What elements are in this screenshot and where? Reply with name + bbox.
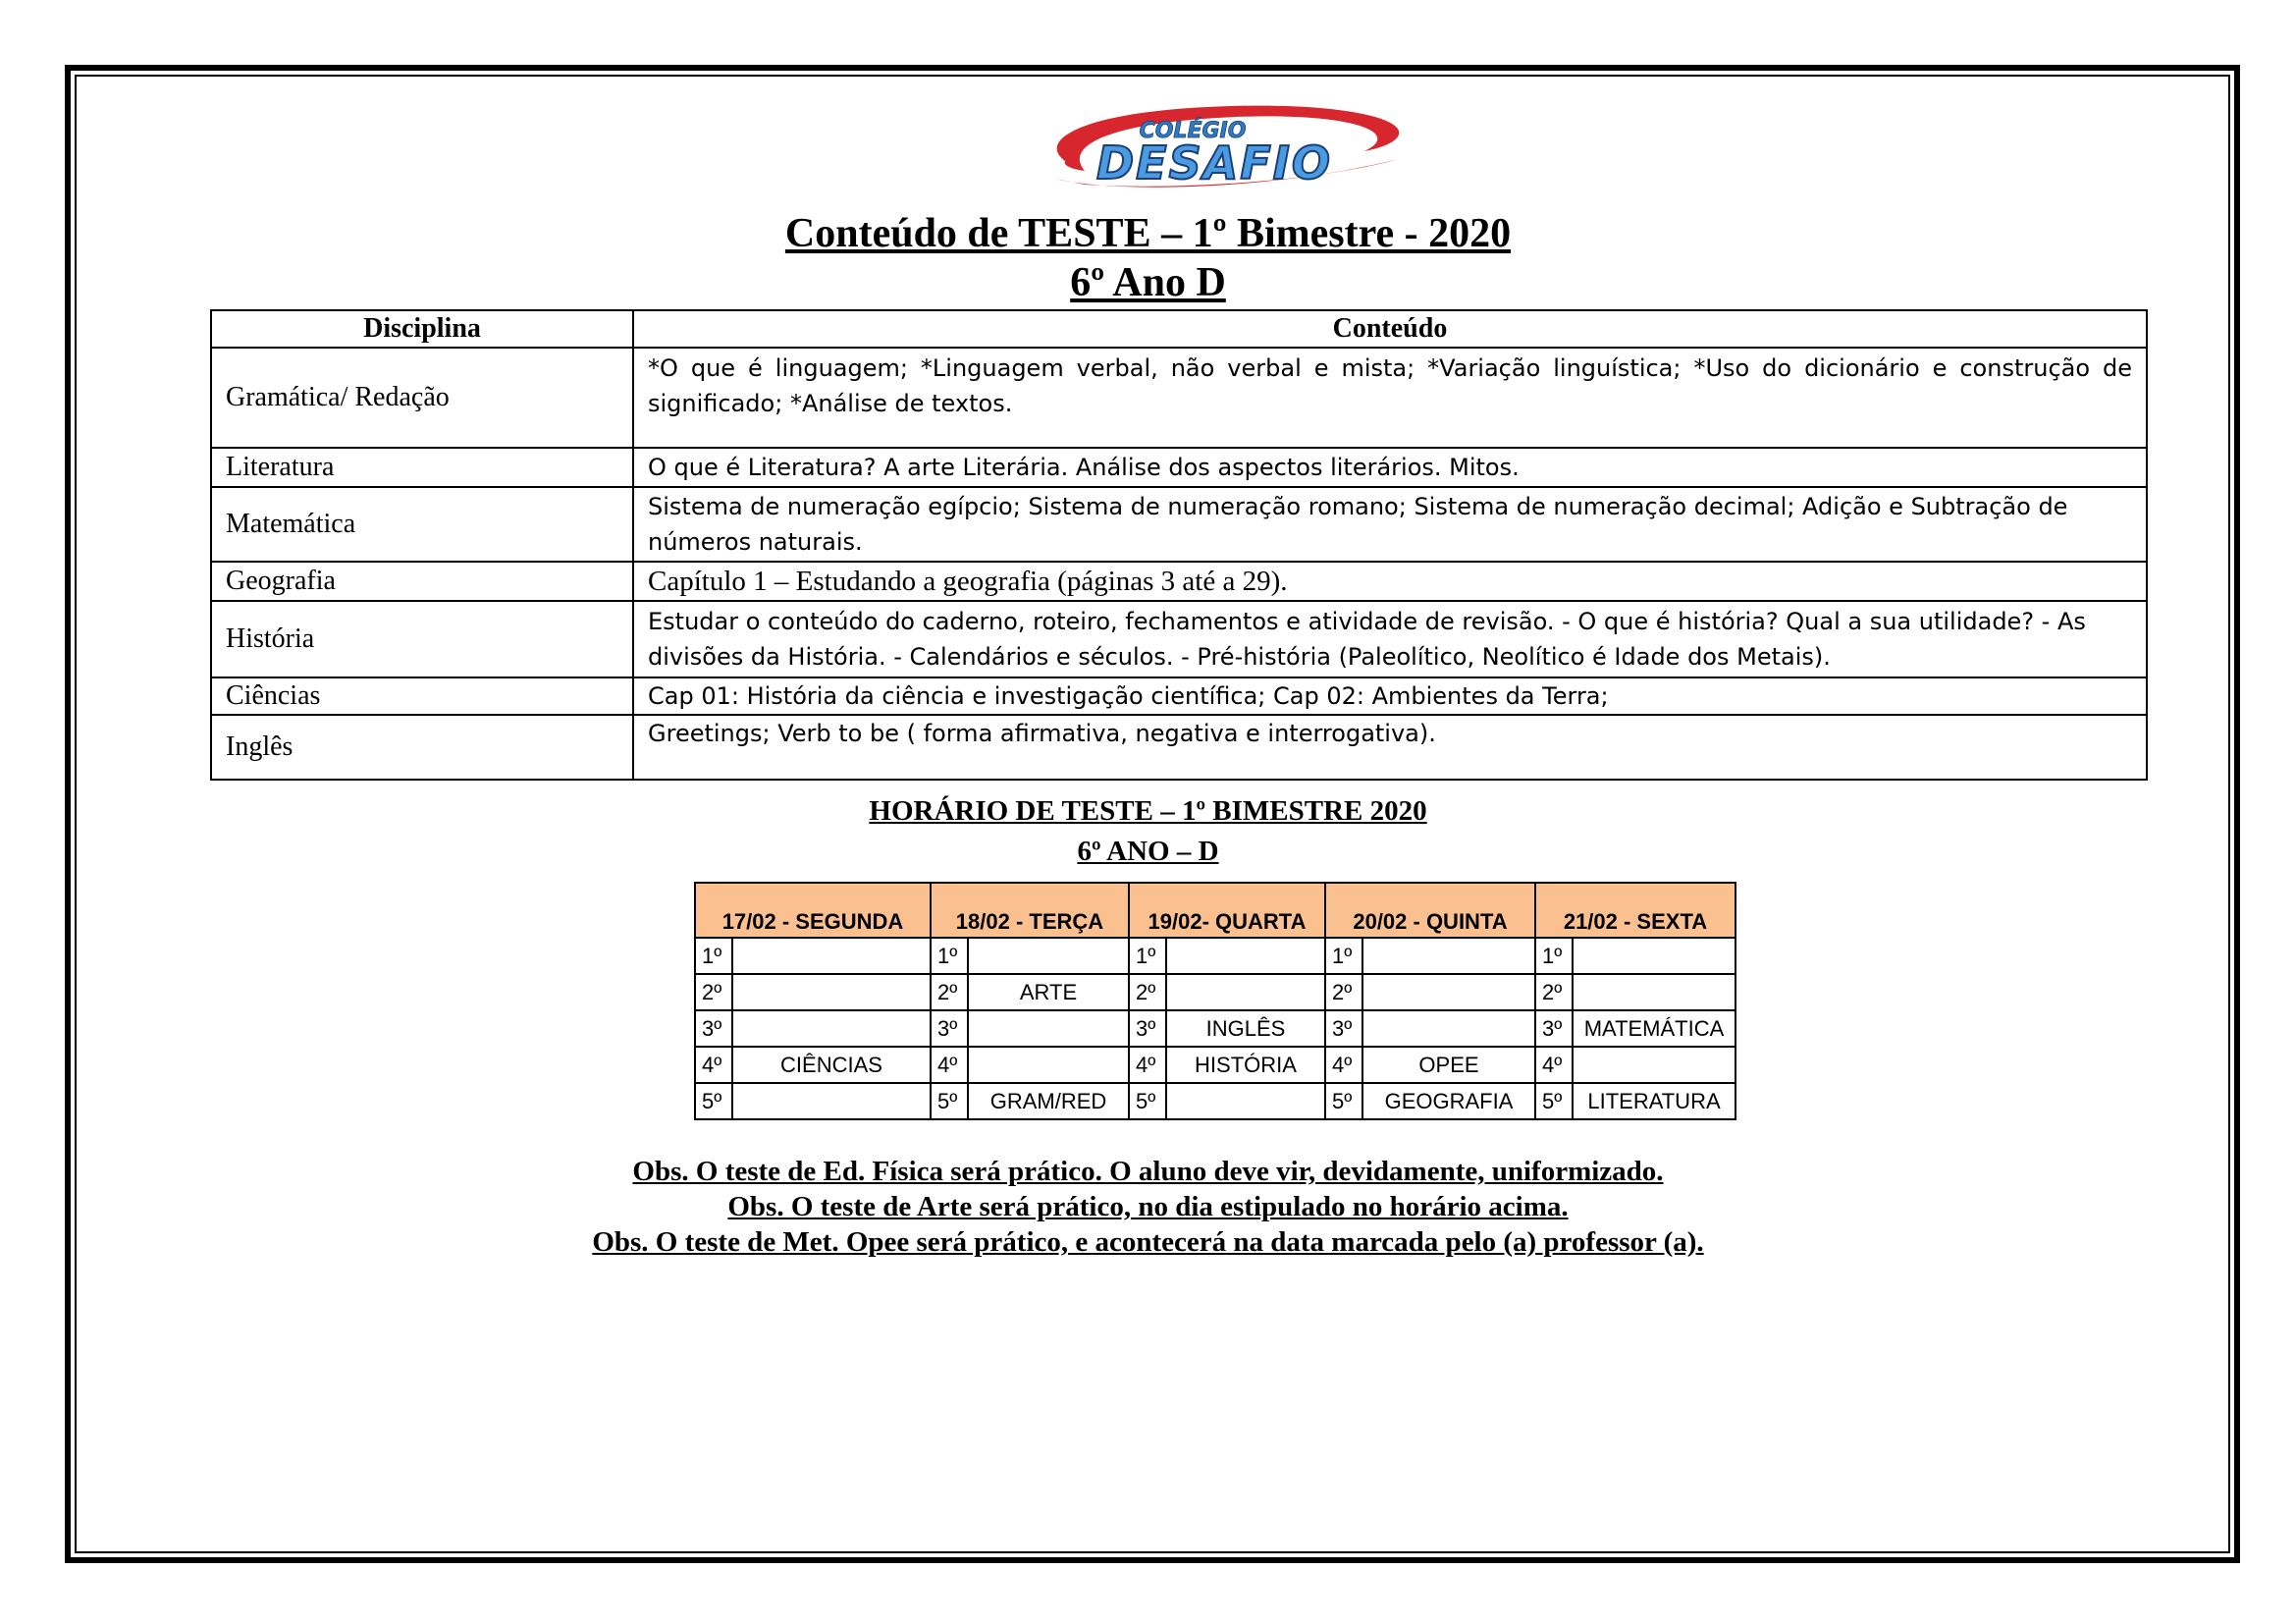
content-cell: Capítulo 1 – Estudando a geografia (páginas 3 até a 29). bbox=[633, 562, 2147, 601]
table-row bbox=[211, 348, 2147, 448]
schedule-cell bbox=[732, 974, 931, 1010]
subject-cell: Geografia bbox=[211, 562, 633, 601]
schedule-row bbox=[695, 938, 1735, 974]
schedule-cell bbox=[1166, 974, 1325, 1010]
schedule-cell bbox=[968, 1047, 1129, 1083]
period-number: 1º bbox=[1535, 938, 1573, 974]
period-number: 4º bbox=[1129, 1047, 1166, 1083]
content-cell: Sistema de numeração egípcio; Sistema de numeração romano; Sistema de numeração decimal; Adição e Subtração de números naturais. bbox=[633, 487, 2147, 562]
schedule-cell bbox=[1166, 938, 1325, 974]
logo-line2: DESAFIO bbox=[1096, 136, 1332, 189]
schedule-cell bbox=[732, 1083, 931, 1119]
table-row bbox=[211, 715, 2147, 780]
schedule-cell bbox=[1166, 1083, 1325, 1119]
period-number: 4º bbox=[931, 1047, 968, 1083]
table-row bbox=[211, 487, 2147, 562]
header-conteudo: Conteúdo bbox=[633, 310, 2147, 348]
class-subtitle: 6º Ano D bbox=[1070, 260, 1226, 305]
schedule-cell bbox=[732, 1010, 931, 1047]
schedule-cell: CIÊNCIAS bbox=[732, 1047, 931, 1083]
period-number: 3º bbox=[931, 1010, 968, 1047]
period-number: 1º bbox=[1129, 938, 1166, 974]
schedule-cell bbox=[1573, 1047, 1735, 1083]
period-number: 5º bbox=[1129, 1083, 1166, 1119]
day-header: 21/02 - SEXTA bbox=[1535, 883, 1735, 938]
schedule-cell: HISTÓRIA bbox=[1166, 1047, 1325, 1083]
logo-line1: COLÉGIO bbox=[1139, 119, 1247, 143]
subject-cell: Matemática bbox=[211, 487, 633, 562]
schedule-row bbox=[695, 1047, 1735, 1083]
schedule-cell bbox=[1362, 1010, 1535, 1047]
schedule-title: HORÁRIO DE TESTE – 1º BIMESTRE 2020 bbox=[869, 795, 1427, 827]
period-number: 3º bbox=[1129, 1010, 1166, 1047]
content-table bbox=[210, 309, 2148, 781]
subject-cell: Gramática/ Redação bbox=[211, 348, 633, 448]
period-number: 5º bbox=[695, 1083, 732, 1119]
content-cell: O que é Literatura? A arte Literária. Análise dos aspectos literários. Mitos. bbox=[633, 448, 2147, 487]
schedule-row bbox=[695, 1010, 1735, 1047]
schedule-cell bbox=[732, 938, 931, 974]
schedule-cell: OPEE bbox=[1362, 1047, 1535, 1083]
table-row bbox=[211, 677, 2147, 715]
period-number: 3º bbox=[1535, 1010, 1573, 1047]
content-table-header bbox=[211, 310, 2147, 348]
observation-opee: Obs. O teste de Met. Opee será prático, e acontecerá na data marcada pelo (a) professor (a). bbox=[592, 1226, 1704, 1258]
period-number: 2º bbox=[695, 974, 732, 1010]
period-number: 4º bbox=[1535, 1047, 1573, 1083]
schedule-row bbox=[695, 974, 1735, 1010]
schedule-row bbox=[695, 1083, 1735, 1119]
table-row bbox=[211, 601, 2147, 677]
period-number: 1º bbox=[695, 938, 732, 974]
period-number: 3º bbox=[1325, 1010, 1362, 1047]
schedule-cell: GEOGRAFIA bbox=[1362, 1083, 1535, 1119]
subject-cell: História bbox=[211, 601, 633, 677]
content-cell: *O que é linguagem; *Linguagem verbal, não verbal e mista; *Variação linguística; *Uso do dicionário e construção de significado; *Análise de textos. bbox=[633, 348, 2147, 448]
subject-cell: Inglês bbox=[211, 715, 633, 780]
period-number: 1º bbox=[931, 938, 968, 974]
observation-arte: Obs. O teste de Arte será prático, no dia estipulado no horário acima. bbox=[727, 1191, 1569, 1222]
day-header: 20/02 - QUINTA bbox=[1325, 883, 1535, 938]
schedule-cell bbox=[968, 1010, 1129, 1047]
observation-ed-fisica: Obs. O teste de Ed. Física será prático. O aluno deve vir, devidamente, uniformizado. bbox=[632, 1156, 1664, 1187]
period-number: 5º bbox=[931, 1083, 968, 1119]
schedule-cell bbox=[1573, 974, 1735, 1010]
schedule-subtitle: 6º ANO – D bbox=[1077, 836, 1219, 867]
table-row bbox=[211, 448, 2147, 487]
schedule-cell: GRAM/RED bbox=[968, 1083, 1129, 1119]
period-number: 2º bbox=[1129, 974, 1166, 1010]
subject-cell: Literatura bbox=[211, 448, 633, 487]
subject-cell: Ciências bbox=[211, 677, 633, 715]
schedule-cell: MATEMÁTICA bbox=[1573, 1010, 1735, 1047]
period-number: 5º bbox=[1535, 1083, 1573, 1119]
day-header: 17/02 - SEGUNDA bbox=[695, 883, 931, 938]
table-row bbox=[211, 562, 2147, 601]
schedule-table bbox=[694, 882, 1736, 1120]
schedule-cell bbox=[1573, 938, 1735, 974]
schedule-cell bbox=[1362, 938, 1535, 974]
schedule-cell: ARTE bbox=[968, 974, 1129, 1010]
content-cell: Cap 01: História da ciência e investigação científica; Cap 02: Ambientes da Terra; bbox=[633, 677, 2147, 715]
content-cell: Estudar o conteúdo do caderno, roteiro, fechamentos e atividade de revisão. - O que é história? Qual a sua utilidade? - As divisões da História. - Calendários e séculos. - Pré-história (Paleolítico, Neolítico é Idade dos Metais). bbox=[633, 601, 2147, 677]
period-number: 1º bbox=[1325, 938, 1362, 974]
schedule-cell: INGLÊS bbox=[1166, 1010, 1325, 1047]
period-number: 2º bbox=[931, 974, 968, 1010]
day-header: 18/02 - TERÇA bbox=[931, 883, 1129, 938]
header-disciplina: Disciplina bbox=[211, 310, 633, 348]
period-number: 5º bbox=[1325, 1083, 1362, 1119]
period-number: 2º bbox=[1325, 974, 1362, 1010]
schedule-cell: LITERATURA bbox=[1573, 1083, 1735, 1119]
day-header: 19/02- QUARTA bbox=[1129, 883, 1325, 938]
period-number: 4º bbox=[1325, 1047, 1362, 1083]
period-number: 4º bbox=[695, 1047, 732, 1083]
period-number: 2º bbox=[1535, 974, 1573, 1010]
schedule-header-row bbox=[695, 883, 1735, 938]
content-cell: Greetings; Verb to be ( forma afirmativa, negativa e interrogativa). bbox=[633, 715, 2147, 780]
schedule-cell bbox=[1362, 974, 1535, 1010]
period-number: 3º bbox=[695, 1010, 732, 1047]
school-logo bbox=[1026, 100, 1409, 198]
page-title: Conteúdo de TESTE – 1º Bimestre - 2020 bbox=[784, 211, 1512, 256]
schedule-cell bbox=[968, 938, 1129, 974]
